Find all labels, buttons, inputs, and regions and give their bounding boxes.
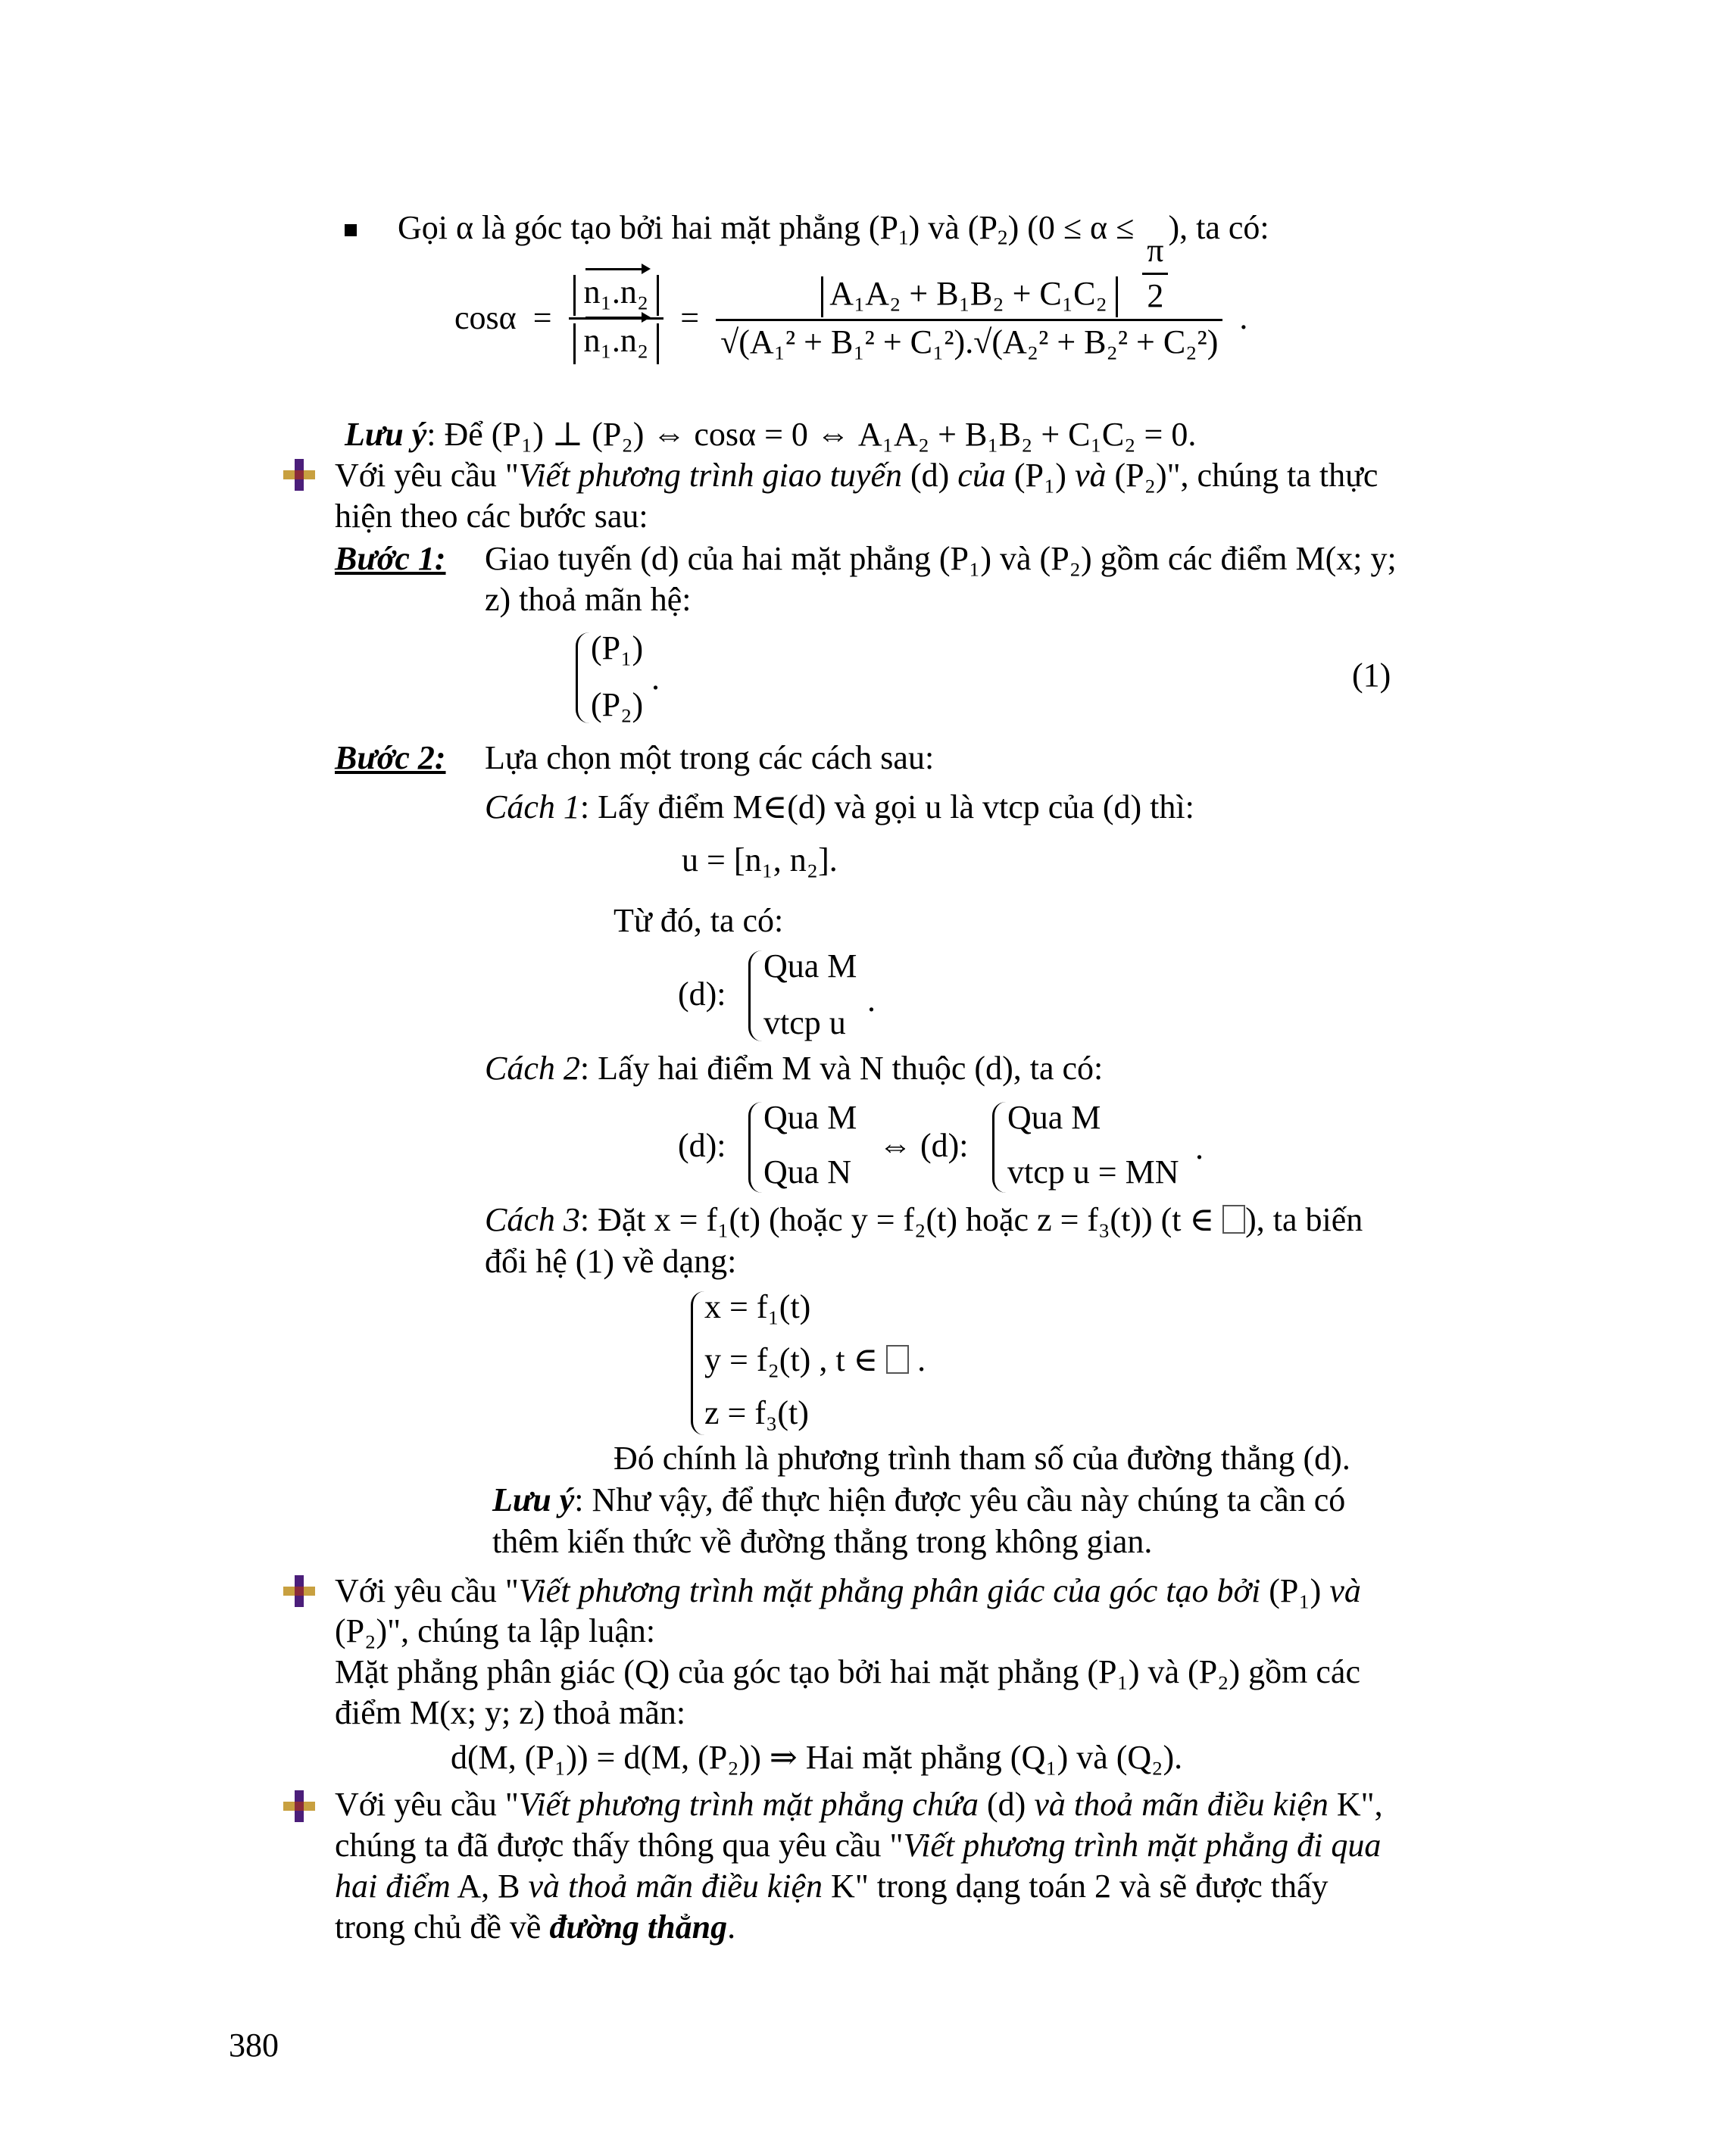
missing-glyph-icon	[886, 1345, 909, 1374]
step1-sys2: (P₂)	[591, 686, 644, 723]
req3-line3: hai điểm A, B và thoả mãn điều kiện K" trong dạng toán 2 và sẽ được thấy	[335, 1868, 1329, 1905]
method3-sys1: x = f₁(t)	[704, 1288, 811, 1325]
step2-label: Bước 2:	[335, 739, 446, 776]
cos-formula: cosα = $\frac{\text{n₁.n₂}}{\text{n₁.n₂}}$ = $\frac{\text{A₁A₂ + B₁B₂ + C₁C₂}}{\text{√(A₁² + B₁² + C₁²).√(A₂² + B₂² + C₂²)}}$ .	[454, 273, 1247, 364]
plus-bullet-icon	[282, 457, 317, 492]
missing-glyph-icon	[1222, 1205, 1245, 1234]
method2-equiv: ⇔ (d):	[879, 1127, 969, 1164]
req1-line1: Với yêu cầu "Viết phương trình giao tuyến (d) của (P₁) và (P₂)", chúng ta thực	[335, 457, 1378, 494]
step1-label: Bước 1:	[335, 540, 446, 577]
method3-sys2: y = f₂(t) , t ∈ .	[704, 1341, 926, 1378]
req2-line1: Với yêu cầu "Viết phương trình mặt phẳng phân giác của góc tạo bởi (P₁) và	[335, 1572, 1361, 1609]
alpha-definition: Gọi α là góc tạo bởi hai mặt phẳng $(P_1)$ và $(P_2) (0 \le \alpha$ ≤ $\frac{\pi}{2}$ ), ta có:	[398, 209, 1269, 314]
req2-line2: (P₂)", chúng ta lập luận:	[335, 1612, 656, 1649]
step1-sys-dot: .	[651, 660, 660, 697]
equation-number: (1)	[1352, 657, 1391, 694]
method1-sys2: vtcp u	[763, 1004, 846, 1041]
method1-sys1: Qua M	[763, 947, 857, 985]
system-brace	[748, 950, 763, 1041]
plus-bullet-icon	[282, 1574, 317, 1609]
step2-intro: Lựa chọn một trong các cách sau:	[485, 739, 935, 776]
req2-line5: d(M, (P₁)) = d(M, (P₂)) ⇒ Hai mặt phẳng (Q₁) và (Q₂).	[451, 1739, 1183, 1776]
method2-sysA2: Qua N	[763, 1153, 852, 1191]
method3-line2: đổi hệ (1) về dạng:	[485, 1243, 737, 1280]
req3-line1: Với yêu cầu "Viết phương trình mặt phẳng chứa (d) và thoả mãn điều kiện K",	[335, 1786, 1383, 1823]
req3-line4: trong chủ đề về đường thẳng.	[335, 1908, 736, 1946]
req1-line2: hiện theo các bước sau:	[335, 498, 648, 535]
method3-line: Cách 3: Đặt x = f₁(t) (hoặc y = f₂(t) hoặc z = f₃(t)) (t ∈ ), ta biến	[485, 1201, 1363, 1238]
req3-line2: chúng ta đã được thấy thông qua yêu cầu "Viết phương trình mặt phẳng đi qua	[335, 1827, 1382, 1864]
method1-from: Từ đó, ta có:	[614, 902, 784, 939]
method2-line: Cách 2: Lấy hai điểm M và N thuộc (d), ta có:	[485, 1050, 1104, 1087]
method3-sys3: z = f₃(t)	[704, 1394, 809, 1431]
note2-line1: Lưu ý: Như vậy, để thực hiện được yêu cầu này chúng ta cần có	[492, 1481, 1346, 1518]
system-brace	[691, 1291, 705, 1435]
method2-sysB1: Qua M	[1007, 1099, 1101, 1136]
step1-sys1: (P₁)	[591, 629, 644, 666]
method2-sysB2: vtcp u = MN	[1007, 1153, 1179, 1191]
method1-equation: u = [n₁, n₂].	[682, 841, 838, 878]
square-bullet-icon	[345, 224, 357, 236]
step1-line2: z) thoả mãn hệ:	[485, 581, 692, 618]
req2-line4: điểm M(x; y; z) thoả mãn:	[335, 1694, 686, 1731]
method3-result: Đó chính là phương trình tham số của đường thẳng (d).	[614, 1440, 1350, 1477]
system-brace	[576, 632, 592, 723]
note2-line2: thêm kiến thức về đường thẳng trong không gian.	[492, 1523, 1153, 1560]
system-brace	[748, 1102, 763, 1193]
note-perpendicular: Lưu ý: Để (P₁) ⊥ (P₂) ⇔ cosα = 0 ⇔ A₁A₂ + B₁B₂ + C₁C₂ = 0.	[345, 416, 1197, 453]
req2-line3: Mặt phẳng phân giác (Q) của góc tạo bởi hai mặt phẳng (P₁) và (P₂) gồm các	[335, 1653, 1360, 1690]
method2-d-label: (d):	[678, 1127, 726, 1164]
page-number: 380	[229, 2027, 279, 2064]
method1-line: Cách 1: Lấy điểm M∈(d) và gọi u là vtcp của (d) thì:	[485, 788, 1194, 825]
plus-bullet-icon	[282, 1789, 317, 1824]
method1-d-label: (d):	[678, 975, 726, 1013]
method2-sysA1: Qua M	[763, 1099, 857, 1136]
system-brace	[992, 1102, 1007, 1193]
step1-line1: Giao tuyến (d) của hai mặt phẳng (P₁) và (P₂) gồm các điểm M(x; y;	[485, 540, 1397, 577]
